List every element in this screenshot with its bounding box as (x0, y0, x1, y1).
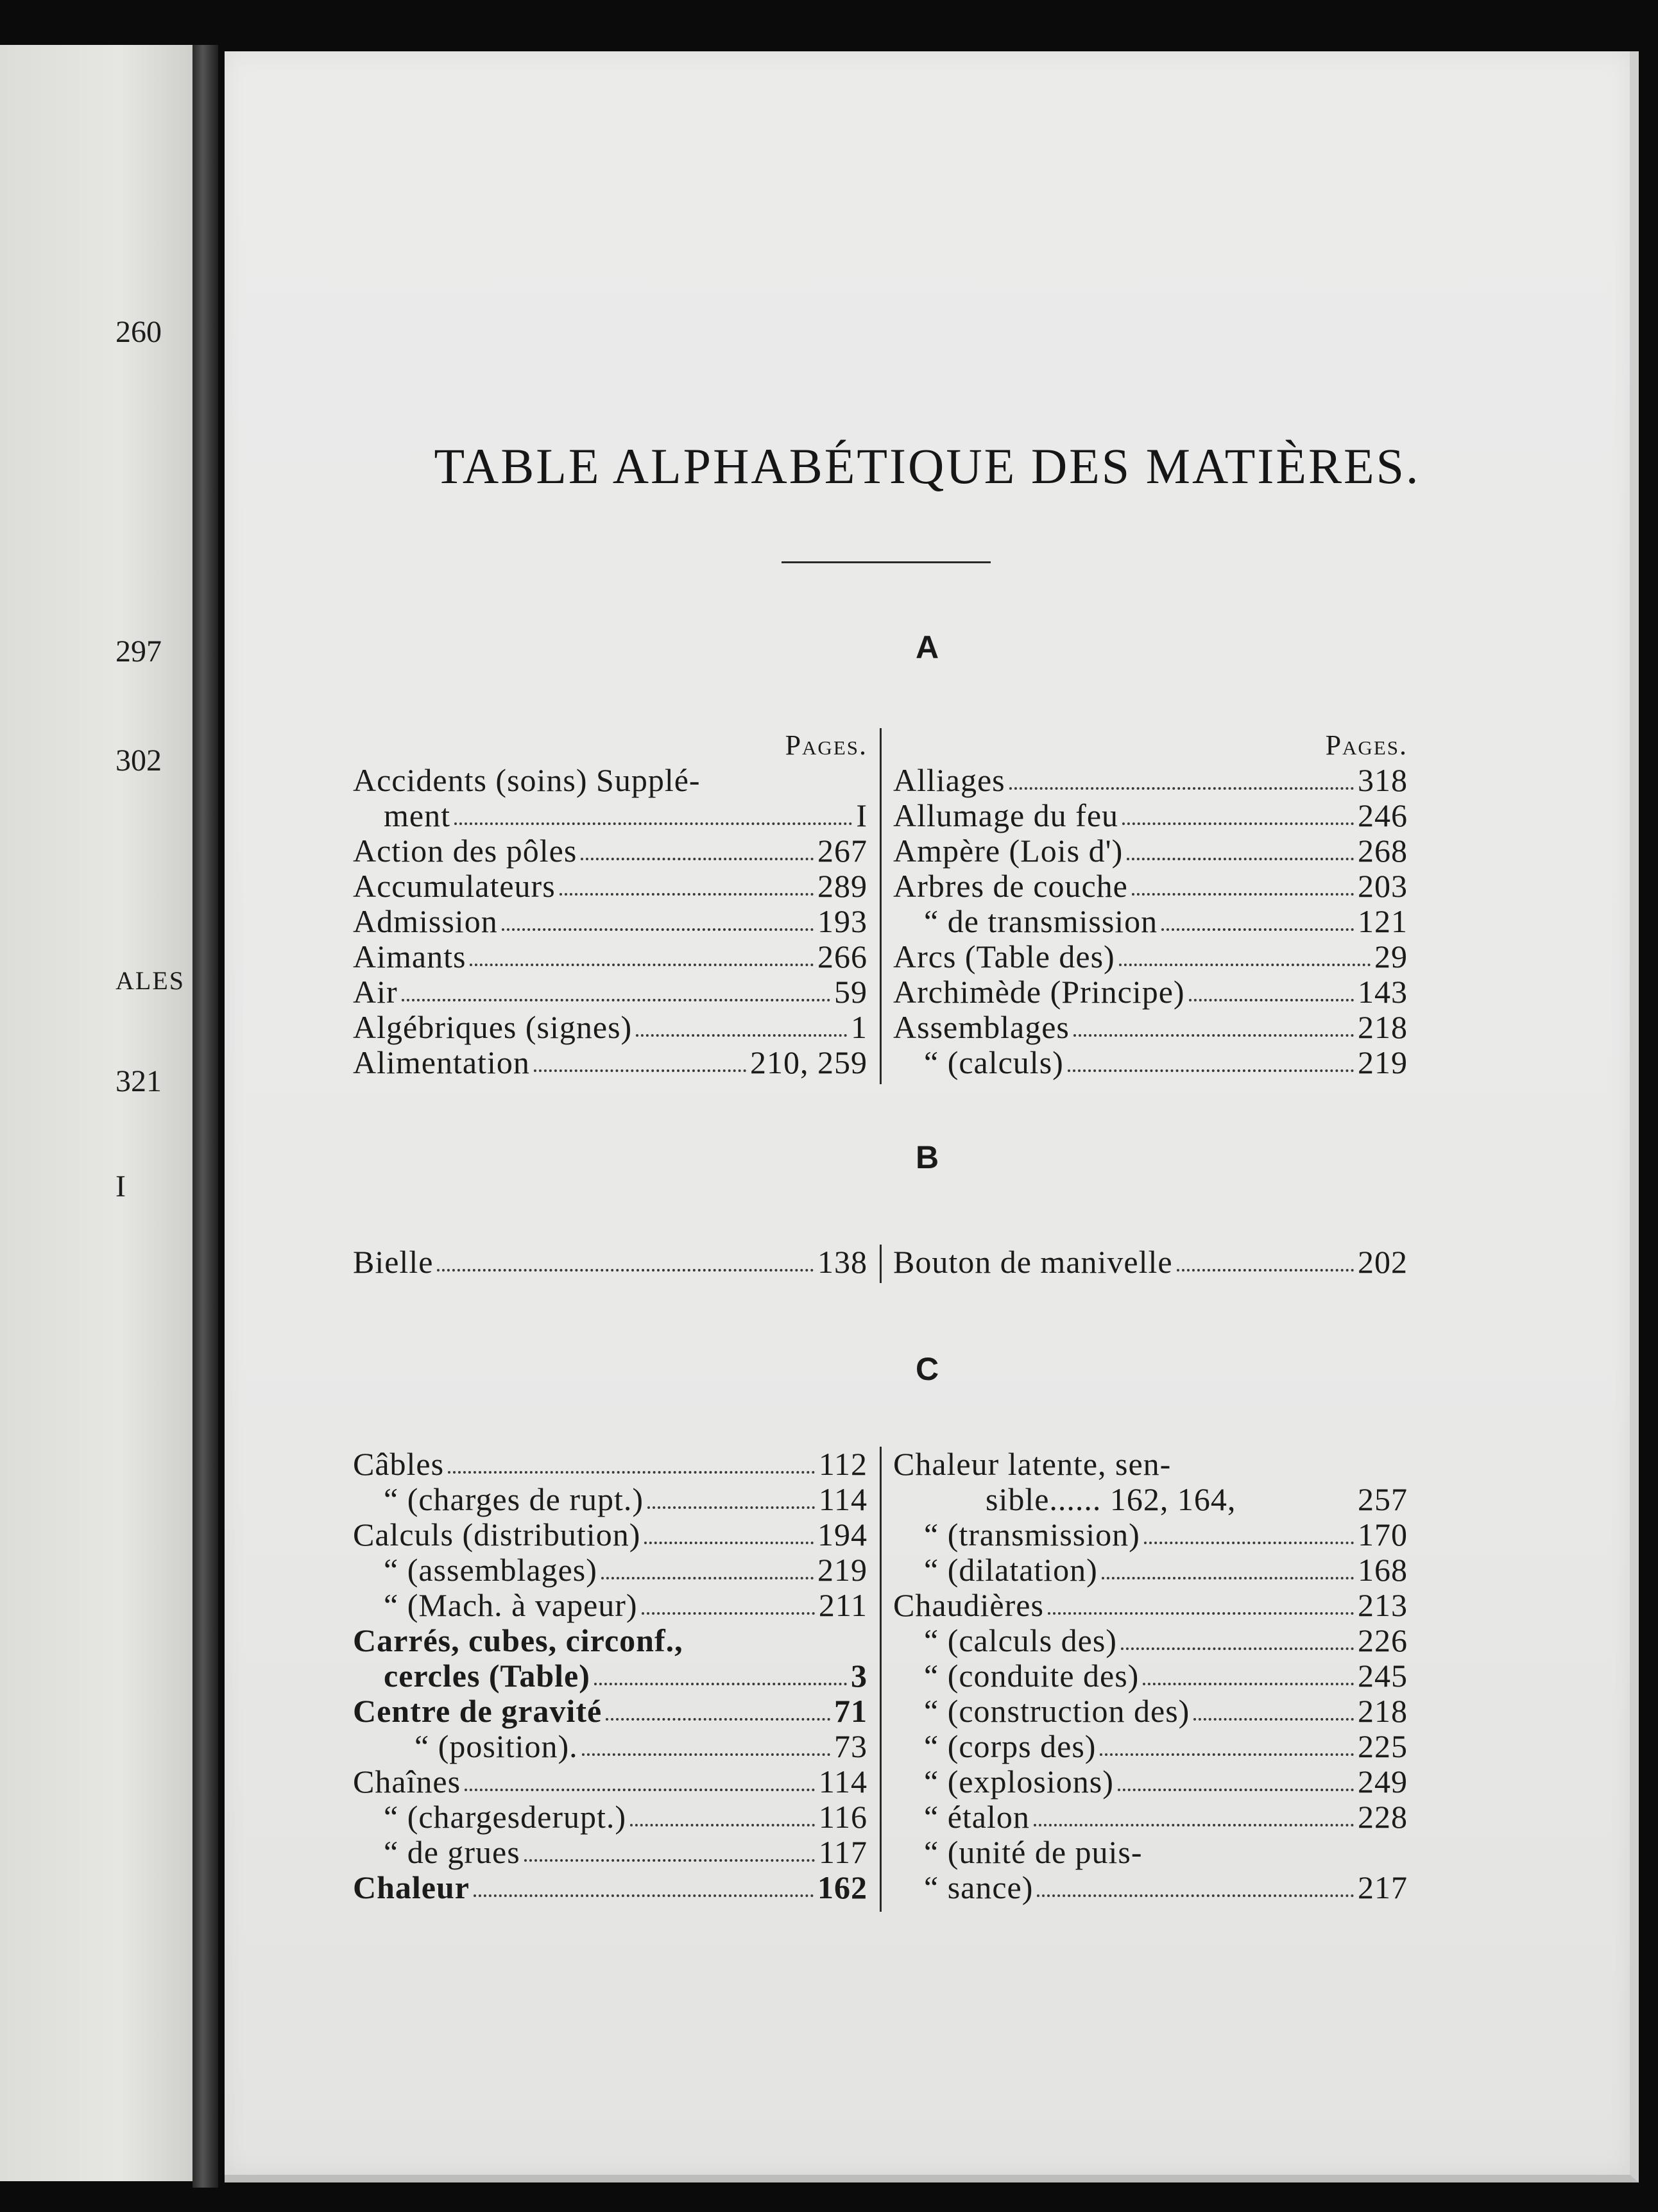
dot-leader (630, 1824, 815, 1826)
index-entry-page: 114 (818, 1764, 867, 1799)
index-entry-page: 59 (834, 974, 867, 1010)
index-entry (893, 1517, 1408, 1553)
section-a-left-column (353, 728, 867, 1080)
index-entry (893, 1482, 1408, 1517)
book-spine (192, 45, 218, 2188)
dot-leader (1102, 1577, 1354, 1579)
index-entry-label: “ de transmission (924, 903, 1158, 939)
index-entry (893, 798, 1408, 833)
section-b-right-column (893, 1245, 1408, 1280)
dot-leader (1073, 1034, 1354, 1037)
index-entry (353, 1764, 867, 1799)
index-entry-page: 267 (817, 833, 867, 869)
left-page-number: 302 (115, 744, 162, 778)
index-entry-label: Calculs (distribution) (353, 1517, 641, 1553)
index-entry (353, 1517, 867, 1553)
index-entry-page: 170 (1358, 1517, 1408, 1553)
index-entry-page: 266 (817, 939, 867, 974)
index-entry-page: 116 (818, 1799, 867, 1835)
index-entry-label: Admission (353, 903, 498, 939)
index-entry-page: 29 (1374, 939, 1408, 974)
index-entry (893, 939, 1408, 974)
index-entry-page: 249 (1358, 1764, 1408, 1799)
section-letter-b: B (915, 1139, 939, 1175)
dot-leader (594, 1683, 847, 1685)
index-entry-label: Bielle (353, 1244, 434, 1280)
index-entry-label: “ étalon (924, 1799, 1030, 1835)
index-entry (893, 1764, 1408, 1799)
index-entry-label: ment (384, 797, 450, 833)
index-entry (353, 1729, 867, 1764)
index-entry-label: Arbres de couche (893, 868, 1128, 904)
index-entry-label: Aimants (353, 939, 466, 974)
index-entry (893, 1729, 1408, 1764)
index-entry (353, 1623, 867, 1658)
index-entry-label: Chaînes (353, 1764, 461, 1799)
index-entry-label: “ de grues (384, 1834, 520, 1870)
index-entry (353, 1245, 867, 1280)
index-entry-label: Alliages (893, 762, 1005, 798)
column-divider (880, 1447, 882, 1912)
index-entry-page: 225 (1358, 1728, 1408, 1764)
index-entry (353, 1588, 867, 1623)
index-entry-page: 194 (817, 1517, 867, 1553)
dot-leader (465, 1789, 815, 1791)
index-entry (893, 1245, 1408, 1280)
index-entry-page: 318 (1358, 762, 1408, 798)
index-entry-label: Alimentation (353, 1044, 530, 1080)
dot-leader (1037, 1894, 1354, 1897)
index-entry-label: Chaleur latente, sen- (893, 1446, 1172, 1482)
section-c-columns (353, 1447, 1412, 1915)
index-entry-label: Arcs (Table des) (893, 939, 1115, 974)
index-entry-page: 257 (1358, 1481, 1408, 1517)
index-entry-page: 246 (1358, 797, 1408, 833)
dot-leader (1048, 1612, 1354, 1615)
index-entry-page: 117 (818, 1834, 867, 1870)
index-entry (893, 904, 1408, 939)
index-entry (353, 1870, 867, 1905)
dot-leader (606, 1718, 830, 1721)
index-entry-page: 268 (1358, 833, 1408, 869)
dot-leader (524, 1859, 815, 1862)
dot-leader (1118, 1789, 1354, 1791)
index-entry (353, 763, 867, 798)
index-entry (353, 1658, 867, 1694)
index-entry-page: 168 (1358, 1552, 1408, 1588)
section-a-columns (353, 728, 1412, 1087)
index-entry-label: “ (dilatation) (924, 1552, 1098, 1588)
index-entry (353, 1482, 867, 1517)
left-page (0, 45, 218, 2181)
dot-leader (1193, 1718, 1354, 1721)
index-entry-label: “ (construction des) (924, 1693, 1190, 1729)
dot-leader (448, 1471, 815, 1474)
index-entry (353, 1799, 867, 1835)
index-entry-label: Chaleur (353, 1869, 470, 1905)
dot-leader (1127, 858, 1354, 860)
dot-leader (1143, 1683, 1354, 1685)
index-entry-page: 211 (818, 1587, 867, 1623)
index-entry-page: I (856, 797, 867, 833)
dot-leader (454, 822, 852, 825)
dot-leader (534, 1069, 746, 1072)
index-entry-label: Bouton de manivelle (893, 1244, 1173, 1280)
index-entry-page: 217 (1358, 1869, 1408, 1905)
index-entry-label: “ (conduite des) (924, 1658, 1140, 1694)
index-entry-label: Algébriques (signes) (353, 1009, 633, 1045)
index-entry-page: 143 (1358, 974, 1408, 1010)
index-entry-label: Chaudières (893, 1587, 1044, 1623)
dot-leader (1189, 999, 1354, 1001)
index-entry (893, 1010, 1408, 1045)
dot-leader (1122, 822, 1354, 825)
index-entry-page: 289 (817, 868, 867, 904)
dot-leader (1161, 928, 1354, 931)
dot-leader (1009, 787, 1354, 790)
index-entry (893, 1588, 1408, 1623)
index-entry-label: “ (chargesderupt.) (384, 1799, 627, 1835)
index-entry-page: 219 (817, 1552, 867, 1588)
index-entry-page: 162 (817, 1869, 867, 1905)
index-entry-page: 218 (1358, 1693, 1408, 1729)
dot-leader (644, 1542, 814, 1544)
left-page-number: 321 (115, 1064, 162, 1098)
index-entry (353, 1045, 867, 1080)
index-entry-label: Allumage du feu (893, 797, 1119, 833)
dot-leader (1034, 1824, 1354, 1826)
section-letter-a: A (915, 629, 939, 665)
index-entry (353, 1447, 867, 1482)
index-entry (893, 1553, 1408, 1588)
index-entry (893, 1694, 1408, 1729)
index-entry-page: 226 (1358, 1622, 1408, 1658)
index-entry-page: 228 (1358, 1799, 1408, 1835)
index-entry-label: “ sance) (924, 1869, 1034, 1905)
index-entry-page: 203 (1358, 868, 1408, 904)
index-entry-page: 112 (818, 1446, 867, 1482)
index-entry-label: “ (unité de puis- (924, 1834, 1143, 1870)
pages-column-header: Pages. (785, 729, 867, 761)
left-page-number: 297 (115, 634, 162, 668)
index-entry-page: 193 (817, 903, 867, 939)
index-entry (893, 1799, 1408, 1835)
index-entry-page: 245 (1358, 1658, 1408, 1694)
section-c-left-column (353, 1447, 867, 1905)
index-entry-label: “ (calculs des) (924, 1622, 1117, 1658)
column-divider (880, 728, 882, 1084)
index-entry-label: “ (calculs) (924, 1044, 1064, 1080)
section-letter-c: C (915, 1351, 939, 1387)
left-page-number: I (115, 1170, 126, 1204)
index-entry (353, 1694, 867, 1729)
index-entry (893, 1447, 1408, 1482)
index-entry (353, 798, 867, 833)
index-entry-label: sible...... 162, 164, (986, 1481, 1236, 1517)
index-entry-page: 219 (1358, 1044, 1408, 1080)
left-page-number: 260 (115, 315, 162, 349)
left-page-heading-fragment: ALES (115, 966, 185, 995)
dot-leader (1119, 964, 1371, 966)
index-entry-page: 71 (834, 1693, 867, 1729)
page-title: TABLE ALPHABÉTIQUE DES MATIÈRES. (434, 438, 1421, 494)
section-b-columns (353, 1245, 1412, 1283)
index-entry (893, 1045, 1408, 1080)
index-entry (893, 1835, 1408, 1870)
index-entry-label: Câbles (353, 1446, 445, 1482)
index-entry-label: Ampère (Lois d') (893, 833, 1124, 869)
dot-leader (560, 893, 814, 896)
dot-leader (402, 999, 830, 1001)
index-entry-page: 3 (851, 1658, 867, 1694)
index-entry-label: Action des pôles (353, 833, 577, 869)
index-entry-page: 73 (834, 1728, 867, 1764)
index-entry-page: 138 (817, 1244, 867, 1280)
index-entry (353, 833, 867, 869)
index-entry (893, 1658, 1408, 1694)
column-divider (880, 1245, 882, 1283)
index-entry (353, 939, 867, 974)
dot-leader (636, 1034, 847, 1037)
title-rule (782, 561, 991, 563)
index-entry-label: “ (Mach. à vapeur) (384, 1587, 638, 1623)
index-entry (353, 1835, 867, 1870)
index-entry-label: Carrés, cubes, circonf., (353, 1622, 683, 1658)
dot-leader (474, 1894, 814, 1897)
dot-leader (1132, 893, 1354, 896)
index-entry (893, 763, 1408, 798)
index-entry-label: “ (transmission) (924, 1517, 1140, 1553)
index-entry (353, 1553, 867, 1588)
dot-leader (647, 1506, 815, 1509)
index-entry (893, 869, 1408, 904)
dot-leader (642, 1612, 815, 1615)
dot-leader (581, 858, 814, 860)
index-entry (893, 1623, 1408, 1658)
index-entry-label: “ (explosions) (924, 1764, 1114, 1799)
index-entry-label: cercles (Table) (384, 1658, 590, 1694)
index-entry-label: Air (353, 974, 398, 1010)
index-entry-page: 202 (1358, 1244, 1408, 1280)
index-entry (353, 869, 867, 904)
index-entry-label: Centre de gravité (353, 1693, 603, 1729)
index-entry-page: 218 (1358, 1009, 1408, 1045)
section-b-left-column (353, 1245, 867, 1280)
dot-leader (1177, 1269, 1354, 1272)
index-entry-label: “ (corps des) (924, 1728, 1097, 1764)
index-entry (353, 1010, 867, 1045)
index-entry (353, 904, 867, 939)
index-entry-page: 114 (818, 1481, 867, 1517)
index-entry-page: 1 (851, 1009, 867, 1045)
index-entry-label: Accumulateurs (353, 868, 556, 904)
section-c-right-column (893, 1447, 1408, 1905)
index-entry-label: Accidents (soins) Supplé- (353, 762, 701, 798)
index-entry (893, 833, 1408, 869)
dot-leader (470, 964, 814, 966)
index-page (225, 51, 1639, 2182)
index-entry-label: “ (charges de rupt.) (384, 1481, 644, 1517)
dot-leader (582, 1753, 830, 1756)
dot-leader (1068, 1069, 1354, 1072)
index-entry-page: 210, 259 (750, 1044, 867, 1080)
index-entry (353, 974, 867, 1010)
index-entry-label: “ (assemblages) (384, 1552, 597, 1588)
index-entry (893, 1870, 1408, 1905)
section-a-right-column (893, 728, 1408, 1080)
index-entry-page: 213 (1358, 1587, 1408, 1623)
dot-leader (1144, 1542, 1354, 1544)
index-entry (893, 974, 1408, 1010)
index-entry-page: 121 (1358, 903, 1408, 939)
index-entry-label: “ (position). (414, 1728, 578, 1764)
dot-leader (1100, 1753, 1354, 1756)
dot-leader (601, 1577, 814, 1579)
dot-leader (502, 928, 814, 931)
pages-column-header: Pages. (1325, 729, 1408, 761)
index-entry-label: Archimède (Principe) (893, 974, 1185, 1010)
index-entry-label: Assemblages (893, 1009, 1070, 1045)
dot-leader (1121, 1647, 1354, 1650)
dot-leader (437, 1269, 814, 1272)
